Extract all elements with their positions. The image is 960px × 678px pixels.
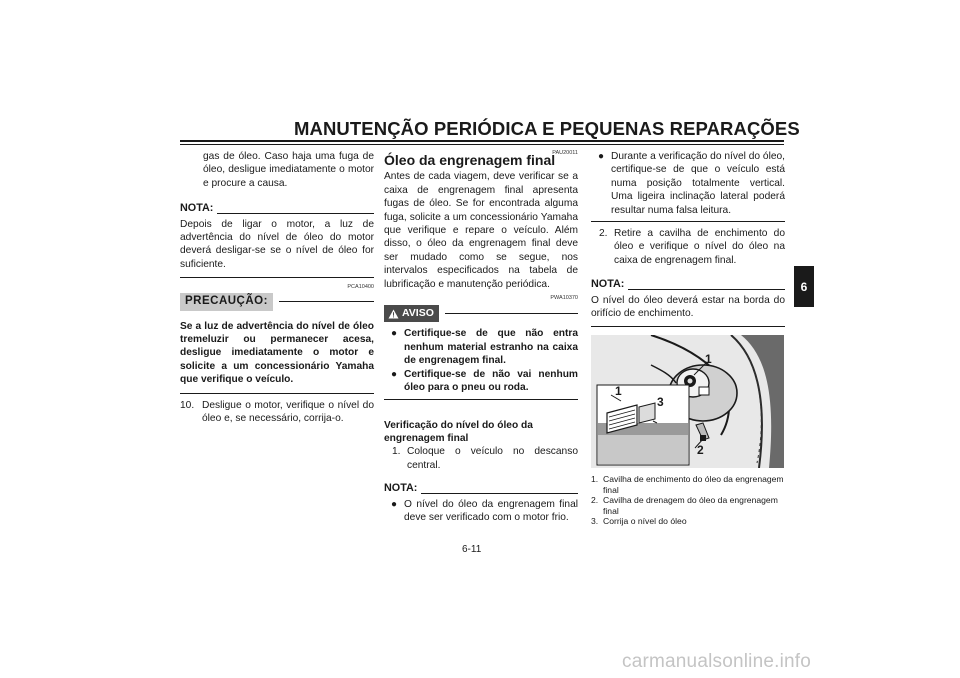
caution-rule — [279, 301, 374, 302]
page-number: 6-11 — [462, 544, 482, 555]
step-1 — [384, 445, 578, 472]
nota-bullet-text: Durante a verificação do nível do óleo, certifique-se de que o veículo está numa posição totalmente vertical. Uma ligeira inclinação lateral poderá resultar numa falsa leitura. — [611, 151, 785, 216]
nota-rule — [628, 289, 785, 290]
bullet-dot: ● — [598, 151, 605, 162]
warning-heading — [384, 305, 578, 322]
column-middle — [384, 150, 578, 524]
caption-item — [591, 516, 785, 527]
intro-paragraph: gas de óleo. Caso haja uma fuga de óleo, desligue imediatamente o motor e procure a causa. — [203, 151, 374, 189]
nota-text: Depois de ligar o motor, a luz de advertência do nível de óleo do motor deverá desligar-se se o nível de óleo for suficiente. — [180, 218, 374, 270]
caption-number: 2. — [591, 495, 599, 506]
step-2 — [591, 227, 785, 267]
step-number: 1. — [392, 446, 401, 458]
warning-end-rule — [384, 399, 578, 400]
final-gear-figure — [591, 335, 784, 468]
nota-heading — [384, 482, 578, 495]
step-text: Retire a cavilha de enchimento do óleo e verifique o nível do óleo na caixa de engrenagem final. — [614, 228, 785, 266]
step-10 — [180, 399, 374, 426]
caution-heading — [180, 293, 374, 310]
figure-label-1: 1 — [705, 352, 712, 367]
figure-label-1-inset: 1 — [615, 384, 622, 399]
warning-bullet — [384, 327, 578, 367]
header-rule — [180, 140, 784, 142]
section-code: PAU20011 — [552, 150, 578, 156]
nota-bullet — [591, 150, 785, 217]
step-number: 10. — [180, 399, 195, 411]
step-number: 2. — [599, 228, 608, 240]
nota-rule — [421, 493, 578, 494]
caution-code: PCA10400 — [347, 284, 374, 291]
step-text: Desligue o motor, verifique o nível do óleo e, se necessário, corrija-o. — [202, 399, 374, 425]
caption-number: 1. — [591, 474, 599, 485]
caption-text: Cavilha de enchimento do óleo da engrenagem final — [603, 474, 784, 495]
warning-badge — [384, 305, 439, 322]
caution-end-rule — [180, 393, 374, 394]
bullet-dot: ● — [391, 328, 398, 340]
warning-rule — [445, 313, 578, 314]
warning-label: AVISO — [402, 307, 434, 320]
page-title: MANUTENÇÃO PERIÓDICA E PEQUENAS REPARAÇÕES — [294, 118, 800, 139]
final-gear-illustration — [591, 335, 784, 468]
nota-text: O nível do óleo deverá estar na borda do orifício de enchimento. — [591, 294, 785, 320]
nota-end-rule — [591, 326, 785, 327]
warning-bullet — [384, 368, 578, 395]
caution-label: PRECAUÇÃO: — [180, 293, 273, 310]
chapter-tab: 6 — [794, 266, 814, 307]
caption-item — [591, 495, 785, 516]
nota-label: NOTA: — [180, 202, 214, 215]
figure-label-3: 3 — [657, 395, 664, 410]
nota-heading — [180, 202, 374, 215]
nota-label: NOTA: — [591, 278, 625, 291]
warning-bullet-text: Certifique-se de não vai nenhum óleo para o pneu ou roda. — [404, 368, 578, 394]
nota-bullet-text: O nível do óleo da engrenagem final deve ser verificado com o motor frio. — [404, 498, 578, 523]
caption-item — [591, 474, 785, 495]
warning-triangle-icon — [388, 309, 399, 319]
warning-bullet-text: Certifique-se de que não entra nenhum material estranho na caixa de engrenagem final. — [404, 328, 578, 367]
column-left — [180, 150, 374, 426]
nota-label: NOTA: — [384, 482, 418, 495]
figure-caption — [591, 474, 785, 527]
caption-text: Corrija o nível do óleo — [603, 516, 687, 527]
watermark: carmanualsonline.info — [622, 651, 812, 672]
nota-bullet — [384, 498, 578, 525]
caution-text: Se a luz de advertência do nível de óleo tremeluzir ou permanecer acesa, desligue imediatamente o motor e solicite a um concessionário Yamaha que verifique o veículo. — [180, 320, 374, 386]
subheading: Verificação do nível do óleo da engrenagem final — [384, 419, 533, 444]
bullet-dot: ● — [391, 368, 398, 380]
bullet-dot: ● — [391, 498, 398, 510]
figure-label-2: 2 — [697, 443, 704, 458]
step-text: Coloque o veículo no descanso central. — [407, 446, 578, 471]
nota-end-rule — [180, 277, 374, 278]
nota-heading — [591, 278, 785, 291]
column-right — [591, 150, 785, 527]
header-rule-thin — [180, 144, 784, 145]
warning-code: PWA10370 — [550, 295, 578, 302]
nota-end-rule — [591, 221, 785, 222]
section-title: Óleo da engrenagem final — [384, 152, 556, 168]
caption-text: Cavilha de drenagem do óleo da engrenagem final — [603, 495, 778, 516]
nota-rule — [217, 213, 374, 214]
caption-number: 3. — [591, 516, 599, 527]
section-paragraph: Antes de cada viagem, deve verificar se a caixa de engrenagem final apresenta fugas de óleo. Se for encontrada alguma fuga, solicite a um concessionário Yamaha que verifique e repare o veículo. Além disso, o óleo da engrenagem final deve ser mudado como se segue, nos intervalos especificados na tabela de lubrificação e manutenção periódica. — [384, 171, 578, 290]
